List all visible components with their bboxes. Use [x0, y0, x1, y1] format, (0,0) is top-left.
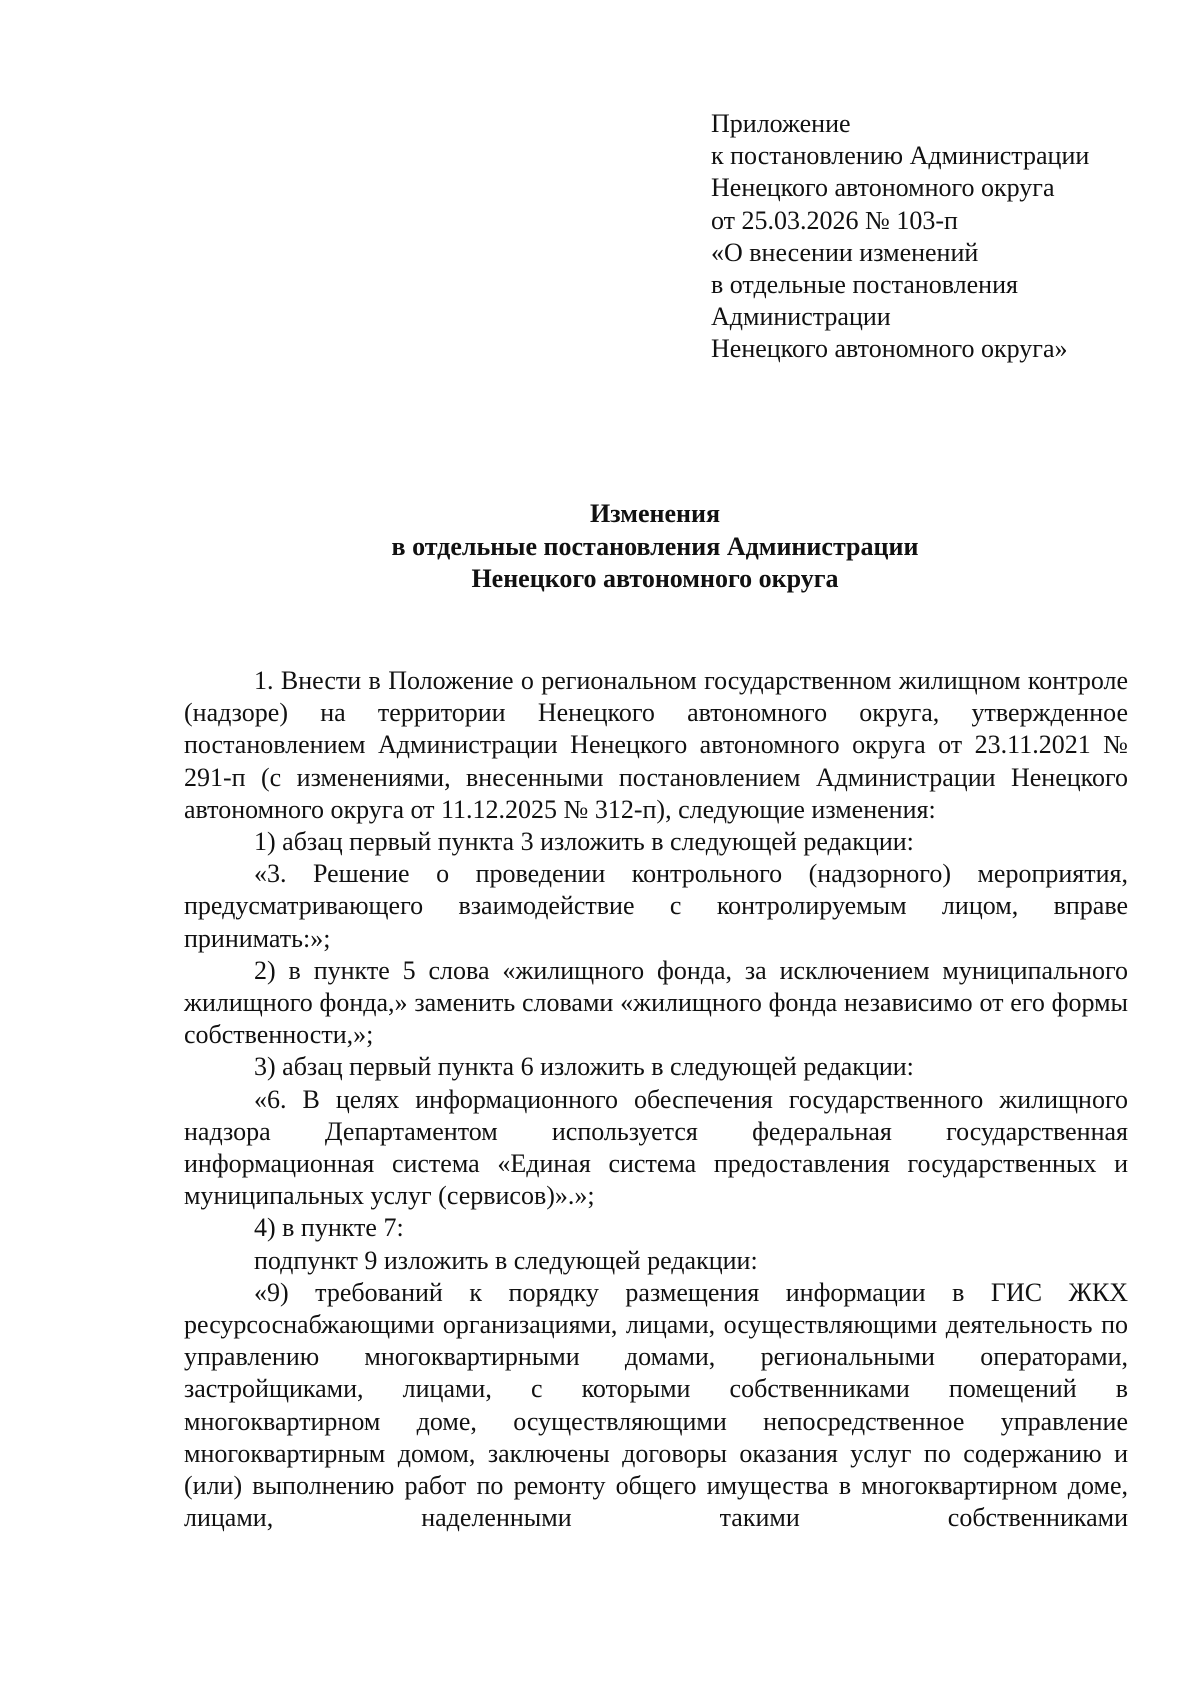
title-line: Ненецкого автономного округа [471, 564, 839, 593]
title-line: Изменения [589, 499, 721, 528]
paragraph-item-1: 1. Внести в Положение о региональном государственном жилищном контроле (надзоре) на территории Ненецкого автономного округа, утвержденное постановлением Администрации Ненецкого автономного округа от 23.11.2021 № 291-п (с изменениями, внесенными постановлением Администрации Ненецкого автономного округа от 11.12.2025 № 312-п), следующие изменения: [184, 666, 1128, 824]
paragraph-quote-6: «6. В целях информационного обеспечения государственного жилищного надзора Департаментом используется федеральная государственная информационная система «Единая система предоставления государственных и муниципальных услуг (сервисов)».»; [184, 1084, 1128, 1211]
appendix-line: Ненецкого автономного округа» [711, 334, 1068, 364]
paragraph-subpoint-9: подпункт 9 изложить в следующей редакции: [254, 1245, 758, 1275]
title-line: в отдельные постановления Администрации [391, 531, 919, 561]
paragraph-subitem-1: 1) абзац первый пункта 3 изложить в следующей редакции: [254, 827, 914, 857]
appendix-line: Ненецкого автономного округа [711, 173, 1055, 203]
appendix-line: Администрации [711, 302, 891, 332]
appendix-line: в отдельные постановления [711, 270, 1018, 300]
paragraph-quote-3: «3. Решение о проведении контрольного (надзорного) мероприятия, предусматривающего взаимодействие с контролируемым лицом, вправе принимать:»; [184, 859, 1128, 953]
document-title [180, 498, 1130, 596]
paragraph-quote-9: «9) требований к порядку размещения информации в ГИС ЖКХ ресурсоснабжающими организациями, лицами, осуществляющими деятельность по управлению многоквартирными домами, региональными операторами, застройщиками, лицами, с которыми собственниками помещений в многоквартирном доме, осуществляющими непосредственное управление многоквартирным домом, заключены договоры оказания услуг по содержанию и (или) выполнению работ по ремонту общего имущества в многоквартирном доме, лицами, наделенными такими собственниками [184, 1277, 1128, 1533]
document-body [184, 665, 1128, 1534]
paragraph-subitem-2: 2) в пункте 5 слова «жилищного фонда, за исключением муниципального жилищного фонда,» заменить словами «жилищного фонда независимо от его формы собственности,»; [184, 955, 1128, 1050]
paragraph-subitem-3: 3) абзац первый пункта 6 изложить в следующей редакции: [254, 1052, 914, 1082]
appendix-line: «О внесении изменений [711, 237, 979, 267]
appendix-line: от 25.03.2026 № 103-п [711, 205, 958, 235]
paragraph-subitem-4: 4) в пункте 7: [254, 1213, 404, 1243]
appendix-line: Приложение [711, 109, 851, 138]
appendix-header [711, 108, 1181, 366]
appendix-line: к постановлению Администрации [711, 141, 1090, 171]
